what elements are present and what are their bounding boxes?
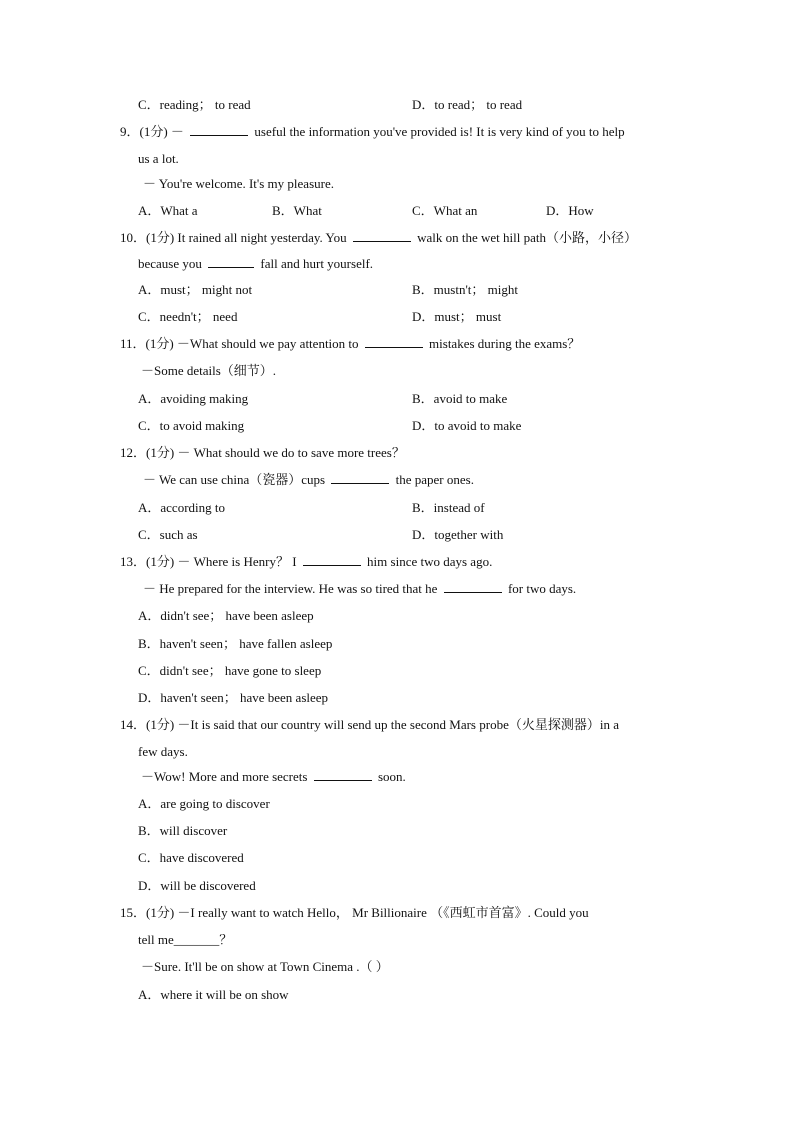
option-d: D．haven't seen； have been asleep [138,690,329,705]
option-c: C．needn't； need [138,309,238,324]
answer-blank [303,553,361,566]
question-12-text: － We can use china（瓷器）cups [143,472,326,487]
option-a: A．avoiding making [138,391,249,406]
question-13-stem-text: him since two days ago. [367,554,493,569]
question-12-stem: 12．(1分) － What should we do to save more trees？ [120,445,405,460]
option-b: B．avoid to make [412,391,508,406]
question-10-stem-continued [138,255,373,273]
question-11-stem-text: mistakes during the exams？ [429,336,581,351]
question-14-stem: 14．(1分) －It is said that our country will send up the second Mars probe（火星探测器）in a [120,717,619,732]
option-d: D．How [546,203,594,218]
question-10-stem-text: walk on the wet hill path（小路，小径） [417,230,638,245]
question-14-reply [141,768,406,786]
option-c: C．to avoid making [138,418,245,433]
option-b: B．What [272,203,322,218]
answer-blank [314,768,372,781]
question-9-stem-continued: us a lot. [138,151,179,166]
option-a: A．didn't see； have been asleep [138,608,314,623]
option-d: D．to read； to read [412,97,523,112]
answer-blank [365,335,423,348]
question-13-number: 13．(1分) － Where is Henry？ I [120,554,297,569]
question-14-text: soon. [377,769,406,784]
question-10-stem [120,229,637,247]
answer-blank [331,471,389,484]
question-12-reply [143,471,474,489]
question-10-text: because you [138,256,202,271]
question-11-number: 11．(1分) －What should we pay attention to [120,336,359,351]
question-11-reply: －Some details（细节）. [141,363,277,378]
question-11-stem [120,335,580,353]
option-b: B．mustn't； might [412,282,518,297]
option-a: A．What a [138,203,198,218]
option-b: B．will discover [138,823,228,838]
question-9-number: 9．(1分) － [120,124,184,139]
answer-blank [353,229,411,242]
question-15-reply: －Sure. It'll be on show at Town Cinema .（ ） [141,959,389,974]
option-c: C．have discovered [138,850,244,865]
option-a: A．where it will be on show [138,987,289,1002]
option-d: D．to avoid to make [412,418,522,433]
question-15-stem: 15．(1分) －I really want to watch Hello， Mr Billionaire （《西虹市首富》. Could you [120,905,589,920]
option-c: C．reading； to read [138,97,251,112]
option-d: D．must； must [412,309,502,324]
answer-blank [208,255,254,268]
option-a: A．must； might not [138,282,253,297]
option-b: B．haven't seen； have fallen asleep [138,636,333,651]
option-d: D．will be discovered [138,878,256,893]
option-c: C．What an [412,203,478,218]
option-a: A．according to [138,500,226,515]
question-10-number: 10．(1分) It rained all night yesterday. You [120,230,347,245]
question-14-stem-continued: few days. [138,744,188,759]
question-9-stem [120,123,625,141]
question-12-text: the paper ones. [395,472,474,487]
option-b: B．instead of [412,500,485,515]
answer-blank [190,123,248,136]
question-14-text: －Wow! More and more secrets [141,769,308,784]
question-13-text: for two days. [507,581,577,596]
question-9-reply: － You're welcome. It's my pleasure. [143,176,334,191]
answer-blank [444,580,502,593]
question-9-stem-text: useful the information you've provided is! It is very kind of you to help [254,124,625,139]
question-15-stem-continued: tell me_______？ [138,932,233,947]
question-10-text: fall and hurt yourself. [260,256,374,271]
option-c: C．such as [138,527,198,542]
option-d: D．together with [412,527,504,542]
question-13-text: － He prepared for the interview. He was so tired that he [143,581,438,596]
option-c: C．didn't see； have gone to sleep [138,663,322,678]
question-13-reply [143,580,576,598]
question-13-stem [120,553,492,571]
option-a: A．are going to discover [138,796,270,811]
